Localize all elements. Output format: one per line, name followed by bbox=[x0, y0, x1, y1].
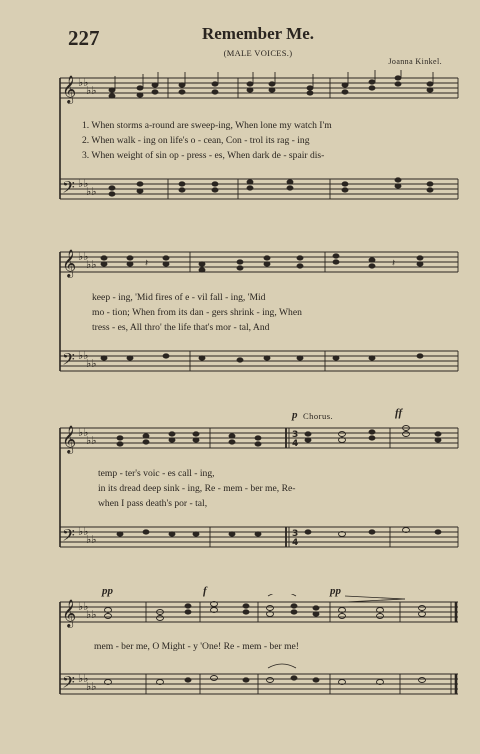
svg-text:♭♭: ♭♭ bbox=[78, 672, 89, 685]
svg-text:4: 4 bbox=[292, 538, 299, 548]
composer-credit: Joanna Kinkel. bbox=[388, 57, 442, 66]
svg-text:♭♭: ♭♭ bbox=[86, 258, 97, 271]
svg-text:♭♭: ♭♭ bbox=[78, 525, 89, 538]
svg-text:♭♭: ♭♭ bbox=[78, 177, 89, 190]
system-1-lyric-verse-2: 2. When walk - ing on life's o - cean, Con - trol its rag - ing bbox=[82, 135, 310, 146]
system-2-lyric-verse-2: mo - tion; When from its dan - gers shrink - ing, When bbox=[92, 307, 302, 318]
svg-text:𝄢: 𝄢 bbox=[62, 177, 75, 201]
svg-text:♭♭: ♭♭ bbox=[78, 76, 89, 89]
hymn-number: 227 bbox=[68, 26, 100, 50]
svg-text:♭♭: ♭♭ bbox=[78, 426, 89, 439]
system-3-lyric-verse-3: when I pass death's por - tal, bbox=[98, 498, 208, 509]
svg-text:𝄽: 𝄽 bbox=[145, 258, 149, 269]
system-1-lyric-verse-3: 3. When weight of sin op - press - es, When dark de - spair dis- bbox=[82, 150, 325, 161]
svg-text:♭♭: ♭♭ bbox=[86, 680, 97, 693]
svg-text:𝄽: 𝄽 bbox=[392, 258, 396, 269]
dynamic-p: p bbox=[292, 409, 298, 421]
system-4-lyric: mem - ber me, O Might - y 'One! Re - mem - ber me! bbox=[94, 641, 300, 652]
svg-text:♭♭: ♭♭ bbox=[78, 349, 89, 362]
hymn-subtitle: (MALE VOICES.) bbox=[223, 48, 293, 58]
svg-text:3: 3 bbox=[292, 529, 299, 539]
svg-text:𝄞: 𝄞 bbox=[62, 249, 77, 277]
dynamic-pp-2: pp bbox=[330, 585, 341, 597]
system-3-lyric-verse-2: in its dread deep sink - ing, Re - mem - ber me, Re- bbox=[98, 483, 296, 494]
svg-text:♭♭: ♭♭ bbox=[86, 357, 97, 370]
svg-text:♭♭: ♭♭ bbox=[86, 533, 97, 546]
system-1-lyric-verse-1: 1. When storms a-round are sweep-ing, When lone my watch I'm bbox=[82, 120, 332, 131]
svg-text:𝄞: 𝄞 bbox=[62, 599, 77, 627]
svg-text:𝄢: 𝄢 bbox=[62, 672, 75, 696]
svg-text:𝄞: 𝄞 bbox=[62, 425, 77, 453]
svg-text:♭♭: ♭♭ bbox=[78, 600, 89, 613]
svg-text:♭♭: ♭♭ bbox=[86, 84, 97, 97]
svg-text:♭♭: ♭♭ bbox=[86, 185, 97, 198]
system-2-lyric-verse-3: tress - es, All thro' the life that's mor - tal, And bbox=[92, 322, 270, 333]
dynamic-f: f bbox=[203, 585, 207, 597]
svg-text:𝄢: 𝄢 bbox=[62, 349, 75, 373]
svg-text:♭♭: ♭♭ bbox=[78, 250, 89, 263]
svg-text:3: 3 bbox=[292, 430, 299, 440]
hymn-title: Remember Me. bbox=[201, 24, 315, 43]
svg-text:♭♭: ♭♭ bbox=[86, 434, 97, 447]
svg-text:𝄞: 𝄞 bbox=[62, 75, 77, 103]
svg-text:𝄢: 𝄢 bbox=[62, 525, 75, 549]
dynamic-ff: ff bbox=[395, 407, 403, 419]
chorus-label: Chorus. bbox=[303, 411, 334, 421]
dynamic-pp-1: pp bbox=[102, 585, 113, 597]
svg-text:♭♭: ♭♭ bbox=[86, 608, 97, 621]
system-4-staves bbox=[0, 594, 480, 734]
system-2-lyric-verse-1: keep - ing, 'Mid fires of e - vil fall - ing, 'Mid bbox=[92, 292, 266, 303]
svg-text:4: 4 bbox=[292, 439, 299, 449]
system-3-lyric-verse-1: temp - ter's voic - es call - ing, bbox=[98, 468, 215, 479]
